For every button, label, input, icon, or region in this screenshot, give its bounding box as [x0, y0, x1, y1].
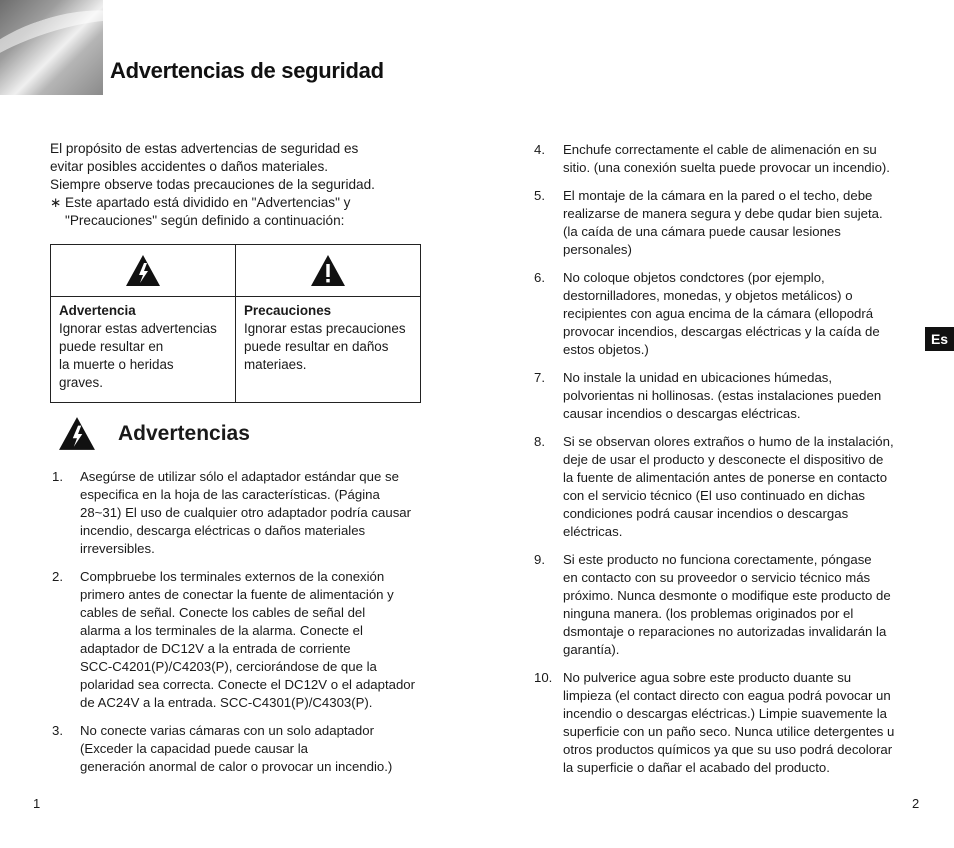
intro-line: El propósito de estas advertencias de seguridad es: [50, 141, 359, 156]
item-text-line: Asegúrse de utilizar sólo el adaptador estándar que se: [80, 469, 399, 484]
section-title: Advertencias: [118, 421, 250, 445]
warning-item: [50, 722, 426, 776]
item-number: 4.: [534, 142, 545, 157]
item-number: 9.: [534, 552, 545, 567]
item-text-line: Si se observan olores extraños o humo de la instalación,: [563, 434, 894, 449]
intro-text: [50, 140, 425, 230]
item-text-line: provocar incendios, descargas eléctricas y la caída de: [563, 324, 880, 339]
item-text-line: El montaje de la cámara en la pared o el techo, debe: [563, 188, 873, 203]
item-text-line: la fuente de alimentación antes de ponerse en contacto: [563, 470, 888, 485]
item-text-line: destornilladores, monedas, y objetos metálicos) o: [563, 288, 853, 303]
item-text-line: la superficie o dañar el acabado del producto.: [563, 760, 830, 775]
item-text-line: con el servicio técnico (El uso continuado en dichas: [563, 488, 866, 503]
item-text-line: Compbruebe los terminales externos de la conexión: [80, 569, 385, 584]
page-title: Advertencias de seguridad: [110, 58, 384, 83]
intro-line: Siempre observe todas precauciones de la seguridad.: [50, 177, 375, 192]
item-text-line: SCC-C4201(P)/C4203(P), cerciorándose de que la: [80, 659, 377, 674]
section-heading: [58, 416, 250, 451]
warning-item: [534, 269, 904, 359]
item-number: 7.: [534, 370, 545, 385]
lightning-warning-icon: [125, 254, 161, 287]
warnings-list-left: [50, 468, 426, 786]
item-text-line: garantía).: [563, 642, 620, 657]
warning-item: [534, 433, 904, 541]
item-text-line: de AC24V a la entrada. SCC-C4301(P)/C4303(P).: [80, 695, 373, 710]
item-text-line: primero antes de conectar la fuente de alimentación y: [80, 587, 394, 602]
warning-legend-table: [50, 244, 421, 403]
item-text-line: condiciones podrá causar incendios o descargas: [563, 506, 849, 521]
intro-line: evitar posibles accidentes o daños materiales.: [50, 159, 329, 174]
language-tab: Es: [925, 327, 954, 351]
item-number: 1.: [52, 469, 63, 484]
item-text-line: incendio, descarga eléctricas o daños materiales: [80, 523, 366, 538]
item-text-line: polvorientas ni hollinosas. (estas instalaciones pueden: [563, 388, 882, 403]
item-text-line: especifica en la hoja de las características. (Página: [80, 487, 380, 502]
item-text-line: recipientes con agua encima de la cámara (ellopodrá: [563, 306, 874, 321]
item-text-line: próximo. Nunca desmonte o modifique este producto de: [563, 588, 891, 603]
item-text-line: 28~31) El uso de cualquier otro adaptador podría causar: [80, 505, 412, 520]
item-text-line: deje de usar el producto y desconecte el dispositivo de: [563, 452, 884, 467]
warning-item: [50, 568, 426, 712]
item-text-line: adaptador de DC12V a la entrada de corriente: [80, 641, 351, 656]
item-text-line: No coloque objetos condctores (por ejemplo,: [563, 270, 825, 285]
warning-item: [534, 369, 904, 423]
caution-text-line: Ignorar estas precauciones: [244, 321, 406, 336]
warning-item: [534, 141, 904, 177]
item-number: 10.: [534, 670, 553, 685]
item-text-line: polaridad sea correcta. Conecte el DC12V o el adaptador: [80, 677, 416, 692]
item-text-line: causar incendios o descargas eléctricas.: [563, 406, 801, 421]
warning-text-line: la muerte o heridas: [59, 357, 174, 372]
warning-text-line: graves.: [59, 375, 103, 390]
item-text-line: (la caída de una cámara puede causar lesiones: [563, 224, 841, 239]
item-text-line: incendio o descargas eléctricas.) Limpie suavemente la: [563, 706, 887, 721]
warning-text-line: puede resultar en: [59, 339, 164, 354]
item-text-line: personales): [563, 242, 632, 257]
item-text-line: limpieza (el contact directo con eagua podrá povocar un: [563, 688, 891, 703]
item-text-line: No conecte varias cámaras con un solo adaptador: [80, 723, 374, 738]
warning-title: Advertencia: [59, 303, 136, 318]
page-number-right: 2: [912, 796, 920, 811]
header-decorative-image: [0, 0, 103, 95]
intro-note-line: Este apartado está dividido en "Advertencias" y: [65, 195, 351, 210]
item-text-line: irreversibles.: [80, 541, 155, 556]
asterisk-mark: ∗: [50, 195, 62, 210]
exclamation-warning-icon: [310, 254, 346, 287]
caution-text-line: puede resultar en daños: [244, 339, 389, 354]
item-number: 2.: [52, 569, 63, 584]
item-text-line: ninguna manera. (los problemas originados por el: [563, 606, 854, 621]
item-text-line: realizarse de manera segura y debe qudar bien sujeta.: [563, 206, 883, 221]
warning-item: [50, 468, 426, 558]
warning-text-line: Ignorar estas advertencias: [59, 321, 217, 336]
warning-item: [534, 669, 904, 777]
page-number-left: 1: [33, 796, 41, 811]
caution-title: Precauciones: [244, 303, 332, 318]
intro-note: [50, 194, 425, 230]
intro-note-line: "Precauciones" según definido a continuación:: [65, 213, 345, 228]
item-text-line: (Exceder la capacidad puede causar la: [80, 741, 308, 756]
item-text-line: eléctricas.: [563, 524, 623, 539]
caution-column: [235, 245, 420, 402]
item-text-line: No instale la unidad en ubicaciones húmedas,: [563, 370, 833, 385]
lightning-warning-icon: [58, 416, 96, 451]
item-text-line: generación anormal de calor o provocar un incendio.): [80, 759, 393, 774]
item-text-line: estos objetos.): [563, 342, 649, 357]
item-text-line: sitio. (una conexión suelta puede provocar un incendio).: [563, 160, 890, 175]
item-number: 8.: [534, 434, 545, 449]
warnings-list-right: [534, 141, 904, 787]
item-number: 3.: [52, 723, 63, 738]
item-text-line: cables de señal. Conecte los cables de señal del: [80, 605, 366, 620]
warning-item: [534, 187, 904, 259]
warning-item: [534, 551, 904, 659]
item-text-line: Enchufe correctamente el cable de alimenación en su: [563, 142, 877, 157]
item-text-line: alarma a los terminales de la alarma. Conecte el: [80, 623, 363, 638]
item-number: 6.: [534, 270, 545, 285]
caution-text-line: materiaes.: [244, 357, 307, 372]
item-text-line: otros productos químicos ya que su uso podrá decolorar: [563, 742, 893, 757]
item-text-line: Si este producto no funciona corectamente, póngase: [563, 552, 872, 567]
item-text-line: dsmontaje o reparaciones no autorizadas invalidarán la: [563, 624, 887, 639]
item-text-line: en contacto con su proveedor o servicio técnico más: [563, 570, 871, 585]
item-text-line: No pulverice agua sobre este producto duante su: [563, 670, 852, 685]
warning-column: [51, 245, 235, 402]
item-text-line: superficie con un paño seco. Nunca utilice detergentes u: [563, 724, 895, 739]
item-number: 5.: [534, 188, 545, 203]
